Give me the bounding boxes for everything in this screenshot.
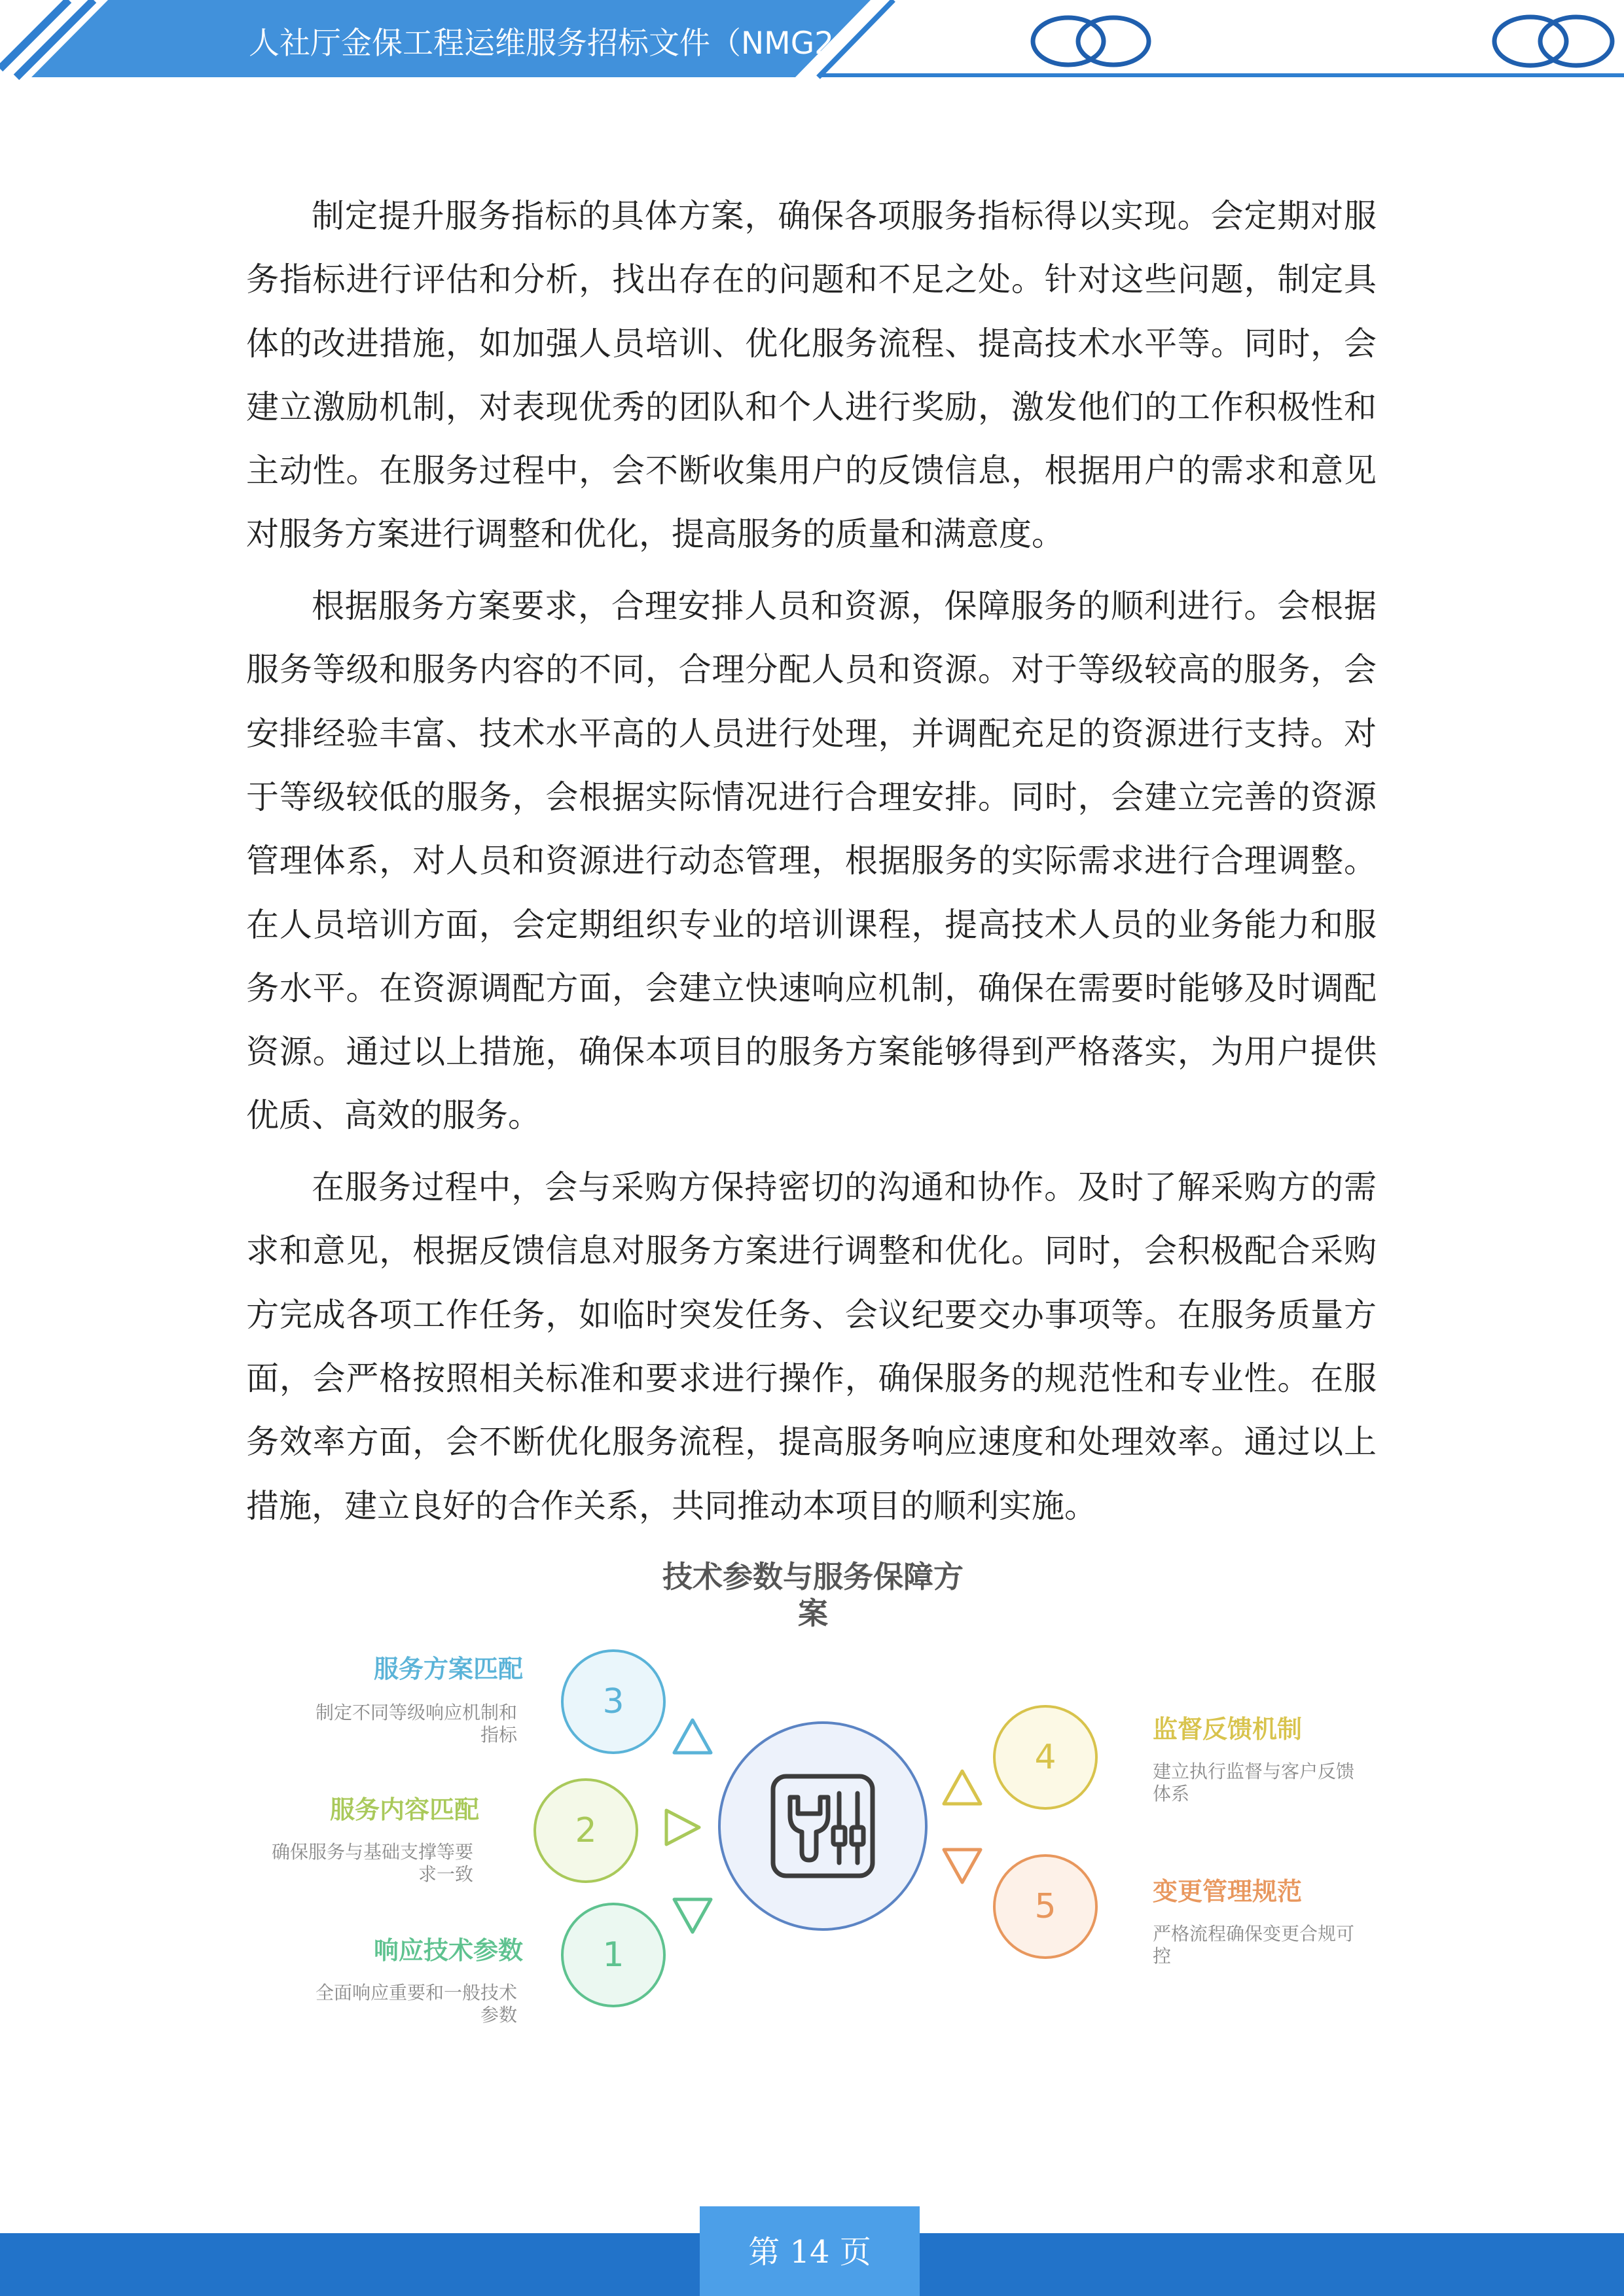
text-line: 在人员培训方面，会定期组织专业的培训课程，提高技术人员的业务能力和服 — [246, 905, 1377, 944]
interlocking-rings-icon — [1028, 12, 1152, 71]
center-hub — [719, 1723, 926, 1929]
step-3-description: 制定不同等级响应机制和指标 — [315, 1702, 517, 1746]
step-4 — [944, 1706, 1096, 1808]
text-line: 于等级较低的服务，会根据实际情况进行合理安排。同时，会建立完善的资源 — [246, 778, 1377, 816]
step-number: 1 — [602, 1935, 624, 1975]
step-2 — [535, 1780, 699, 1882]
step-1-title: 响应技术参数 — [373, 1936, 523, 1965]
text-line: 资源。通过以上措施，确保本项目的服务方案能够得到严格落实，为用户提供 — [246, 1033, 1377, 1071]
text-line: 在服务过程中，会与采购方保持密切的沟通和协作。及时了解采购方的需 — [312, 1168, 1377, 1207]
header-rule — [818, 73, 1624, 77]
body-text — [246, 185, 1377, 1546]
text-line: 主动性。在服务过程中，会不断收集用户的反馈信息，根据用户的需求和意见 — [246, 452, 1377, 490]
text-line: 建立激励机制，对表现优秀的团队和个人进行奖励，激发他们的工作积极性和 — [246, 387, 1377, 426]
paragraph — [246, 575, 1377, 1148]
triangle-right-icon — [666, 1810, 699, 1844]
step-number: 3 — [602, 1682, 624, 1721]
text-line: 务水平。在资源调配方面，会建立快速响应机制，确保在需要时能够及时调配 — [246, 969, 1377, 1007]
text-line: 措施，建立良好的合作关系，共同推动本项目的顺利实施。 — [246, 1486, 1097, 1525]
step-number: 4 — [1034, 1738, 1056, 1777]
text-line: 服务等级和服务内容的不同，合理分配人员和资源。对于等级较高的服务，会 — [246, 651, 1377, 689]
step-number: 5 — [1034, 1887, 1056, 1926]
page-number: 第 14 页 — [748, 2234, 871, 2270]
text-line: 制定提升服务指标的具体方案，确保各项服务指标得以实现。会定期对服 — [312, 197, 1377, 235]
text-line: 求和意见，根据反馈信息对服务方案进行调整和优化。同时，会积极配合采购 — [246, 1232, 1377, 1270]
step-5 — [944, 1850, 1096, 1958]
text-line: 面，会严格按照相关标准和要求进行操作，确保服务的规范性和专业性。在服 — [246, 1359, 1377, 1397]
step-2-description: 确保服务与基础支撑等要求一致 — [271, 1841, 473, 1885]
text-line: 体的改进措施，如加强人员培训、优化服务流程、提高技术水平等。同时，会 — [246, 324, 1377, 363]
step-2-title: 服务内容匹配 — [329, 1795, 479, 1824]
triangle-down-icon — [674, 1899, 711, 1932]
text-line: 优质、高效的服务。 — [246, 1096, 541, 1135]
step-1-description: 全面响应重要和一般技术参数 — [315, 1982, 517, 2026]
infographic-diagram — [524, 1636, 1113, 2029]
text-line: 管理体系，对人员和资源进行动态管理，根据服务的实际需求进行合理调整。 — [246, 842, 1377, 880]
paragraph — [246, 1156, 1377, 1538]
header-title: 人社厅金保工程运维服务招标文件（NMG2 — [249, 26, 835, 62]
triangle-up-icon — [944, 1771, 981, 1804]
text-line: 务效率方面，会不断优化服务流程，提高服务响应速度和处理效率。通过以上 — [246, 1423, 1377, 1462]
step-5-description: 严格流程确保变更合规可控 — [1153, 1923, 1355, 1967]
step-3 — [562, 1651, 711, 1753]
infographic-title: 技术参数与服务保障方案 — [662, 1559, 964, 1631]
step-1 — [562, 1899, 711, 2006]
text-line: 根据服务方案要求，合理安排人员和资源，保障服务的顺利进行。会根据 — [312, 587, 1377, 626]
text-line: 务指标进行评估和分析，找出存在的问题和不足之处。针对这些问题，制定具 — [246, 260, 1377, 299]
step-5-title: 变更管理规范 — [1153, 1877, 1303, 1906]
text-line: 对服务方案进行调整和优化，提高服务的质量和满意度。 — [246, 515, 1064, 554]
step-3-title: 服务方案匹配 — [373, 1655, 523, 1683]
paragraph — [246, 185, 1377, 567]
text-line: 安排经验丰富、技术水平高的人员进行处理，并调配充足的资源进行支持。对 — [246, 714, 1377, 753]
triangle-down-icon — [944, 1850, 981, 1882]
step-4-title: 监督反馈机制 — [1153, 1715, 1303, 1744]
text-line: 方完成各项工作任务，如临时突发任务、会议纪要交办事项等。在服务质量方 — [246, 1295, 1377, 1334]
step-4-description: 建立执行监督与客户反馈体系 — [1153, 1761, 1355, 1804]
triangle-up-icon — [674, 1720, 711, 1753]
interlocking-rings-icon — [1491, 12, 1615, 71]
step-number: 2 — [575, 1811, 597, 1850]
